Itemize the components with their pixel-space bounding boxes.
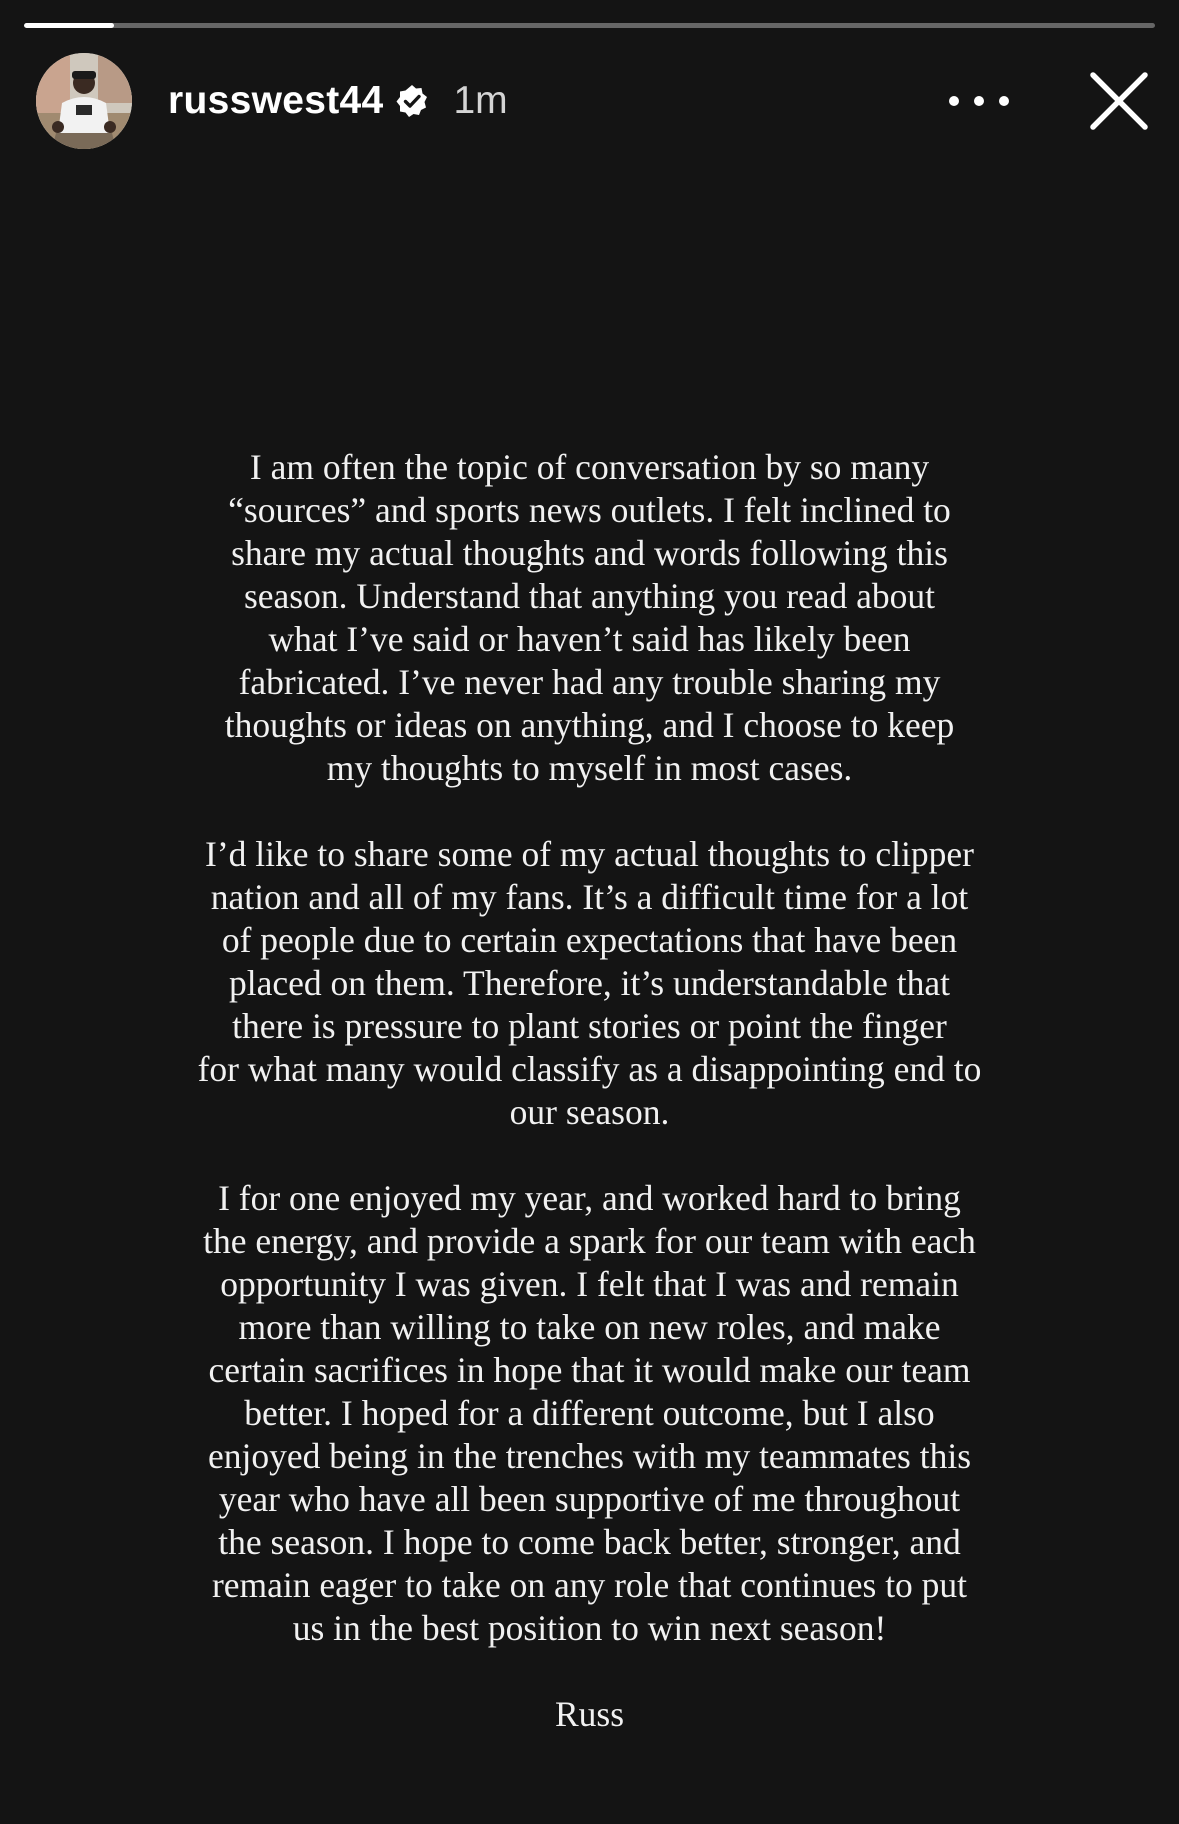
message-paragraph: I for one enjoyed my year, and worked hard to bring the energy, and provide a spark for our team with each opportunity I was given. I felt that I was and remain more than willing to take on new roles, and make certain sacrifices in hope that it would make our team better. I hoped for a different outcome, but I also enjoyed being in the trenches with my teammates this year who have all been supportive of me throughout the season. I hope to come back better, stronger, and remain eager to take on any role that continues to put us in the best position to win next season! [203, 1178, 976, 1648]
more-dot [949, 96, 959, 106]
verified-badge-icon [395, 84, 429, 118]
message-paragraph: I am often the topic of conversation by so many “sources” and sports news outlets. I felt inclined to share my actual thoughts and words following this season. Understand that anything you read about what I’ve said or haven’t said has likely been fabricated. I’ve never had any trouble sharing my thoughts or ideas on anything, and I choose to keep my thoughts to myself in most cases. [224, 447, 955, 788]
story-text-message [120, 446, 1059, 1736]
story-progress-bar [24, 23, 1155, 28]
avatar[interactable] [36, 53, 132, 149]
more-dot [999, 96, 1009, 106]
message-paragraph: I’d like to share some of my actual thoughts to clipper nation and all of my fans. It’s a difficult time for a lot of people due to certain expectations that have been placed on them. Therefore, it’s understandable that there is pressure to plant stories or point the finger for what many would classify as a disappointing end to our season. [197, 834, 982, 1132]
more-dots-icon[interactable] [949, 81, 1009, 121]
message-signature: Russ [554, 1694, 625, 1734]
story-header [36, 53, 1151, 149]
close-icon[interactable] [1087, 69, 1151, 133]
avatar-photo-icon [36, 53, 132, 149]
more-dot [974, 96, 984, 106]
story-progress-fill [24, 23, 114, 28]
username[interactable]: russwest44 [168, 79, 384, 122]
post-timestamp: 1m [453, 79, 508, 122]
